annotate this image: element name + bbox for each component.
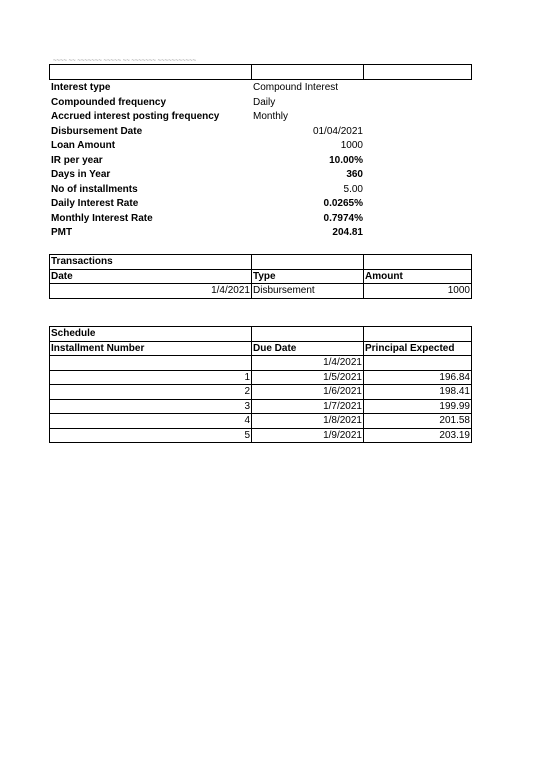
table-cell[interactable]: 1/6/2021 <box>252 385 364 400</box>
schedule-table <box>49 326 472 443</box>
table-cell[interactable]: 1/7/2021 <box>252 399 364 414</box>
parameter-value[interactable]: 01/04/2021 <box>312 125 363 137</box>
table-cell[interactable]: 196.84 <box>364 370 472 385</box>
parameter-row <box>49 81 365 96</box>
parameter-row <box>49 96 365 111</box>
column-header[interactable]: Type <box>252 269 364 284</box>
parameter-value[interactable]: 1000 <box>340 140 363 151</box>
parameter-label[interactable]: PMT <box>51 227 73 238</box>
table-row <box>50 370 472 385</box>
parameter-label[interactable]: Compounded frequency <box>51 96 167 108</box>
parameter-row <box>49 125 365 140</box>
schedule-header-row <box>50 341 472 356</box>
parameter-row <box>49 197 365 212</box>
parameter-row <box>49 212 365 227</box>
top-header-row <box>49 64 472 80</box>
parameter-value[interactable]: Monthly <box>253 111 289 122</box>
column-header[interactable]: Due Date <box>252 341 364 356</box>
empty-cell[interactable] <box>364 255 472 270</box>
top-cell-1[interactable] <box>50 65 252 80</box>
table-cell[interactable]: 1/9/2021 <box>252 428 364 443</box>
transactions-table <box>49 254 472 299</box>
parameter-label[interactable]: Daily Interest Rate <box>51 198 139 209</box>
empty-cell[interactable] <box>364 327 472 342</box>
table-row <box>50 399 472 414</box>
table-cell[interactable] <box>364 356 472 371</box>
empty-cell[interactable] <box>252 327 364 342</box>
table-cell[interactable]: 1/4/2021 <box>252 356 364 371</box>
table-cell[interactable]: 199.99 <box>364 399 472 414</box>
table-cell[interactable]: 1/8/2021 <box>252 414 364 429</box>
parameter-row <box>49 110 365 125</box>
parameter-label[interactable]: Monthly Interest Rate <box>51 212 153 224</box>
table-row <box>50 414 472 429</box>
empty-cell[interactable] <box>252 255 364 270</box>
parameter-value[interactable]: 5.00 <box>343 183 363 195</box>
schedule-title[interactable]: Schedule <box>50 327 252 342</box>
table-cell[interactable]: 1000 <box>364 284 472 299</box>
column-header[interactable]: Principal Expected <box>364 341 472 356</box>
parameter-row <box>49 154 365 169</box>
table-cell[interactable]: 4 <box>50 414 252 429</box>
column-header[interactable]: Installment Number <box>50 341 252 356</box>
parameter-row <box>49 226 365 241</box>
column-header[interactable]: Date <box>50 269 252 284</box>
top-cell-2[interactable] <box>252 65 364 80</box>
parameter-row <box>49 183 365 198</box>
table-row <box>50 356 472 371</box>
parameter-label[interactable]: Disbursement Date <box>51 125 143 137</box>
header-note: ~~~~ ~~ ~~~~~~~ ~~~~~ ~~ ~~~~~~~ ~~~~~~~~~~~ <box>53 58 197 64</box>
table-cell[interactable]: Disbursement <box>252 284 364 299</box>
parameter-value[interactable]: Compound Interest <box>253 82 339 93</box>
parameter-value[interactable]: 10.00% <box>329 154 363 166</box>
table-cell[interactable]: 198.41 <box>364 385 472 400</box>
table-cell[interactable]: 2 <box>50 385 252 400</box>
loan-parameters <box>49 81 365 241</box>
parameter-value[interactable]: 204.81 <box>332 227 363 238</box>
top-cell-3[interactable] <box>364 65 472 80</box>
table-cell[interactable]: 1/5/2021 <box>252 370 364 385</box>
parameter-label[interactable]: IR per year <box>51 154 103 166</box>
table-cell[interactable]: 5 <box>50 428 252 443</box>
table-cell[interactable]: 203.19 <box>364 428 472 443</box>
table-cell[interactable]: 201.58 <box>364 414 472 429</box>
transactions-header-row <box>50 269 472 284</box>
parameter-label[interactable]: Interest type <box>51 82 111 93</box>
parameter-label[interactable]: No of installments <box>51 183 138 195</box>
parameter-value[interactable]: 360 <box>346 169 363 180</box>
parameter-row <box>49 168 365 183</box>
parameter-row <box>49 139 365 154</box>
table-row <box>50 385 472 400</box>
parameter-label[interactable]: Accrued interest posting frequency <box>51 111 220 122</box>
table-row <box>50 284 472 299</box>
table-cell[interactable]: 1/4/2021 <box>50 284 252 299</box>
parameter-label[interactable]: Loan Amount <box>51 140 116 151</box>
parameter-value[interactable]: 0.7974% <box>323 212 363 224</box>
table-cell[interactable] <box>50 356 252 371</box>
transactions-title[interactable]: Transactions <box>50 255 252 270</box>
table-row <box>50 428 472 443</box>
parameter-value[interactable]: Daily <box>253 96 276 108</box>
column-header[interactable]: Amount <box>364 269 472 284</box>
table-cell[interactable]: 3 <box>50 399 252 414</box>
parameter-value[interactable]: 0.0265% <box>323 198 363 209</box>
parameter-label[interactable]: Days in Year <box>51 169 111 180</box>
schedule-title-row <box>50 327 472 342</box>
transactions-title-row <box>50 255 472 270</box>
table-cell[interactable]: 1 <box>50 370 252 385</box>
